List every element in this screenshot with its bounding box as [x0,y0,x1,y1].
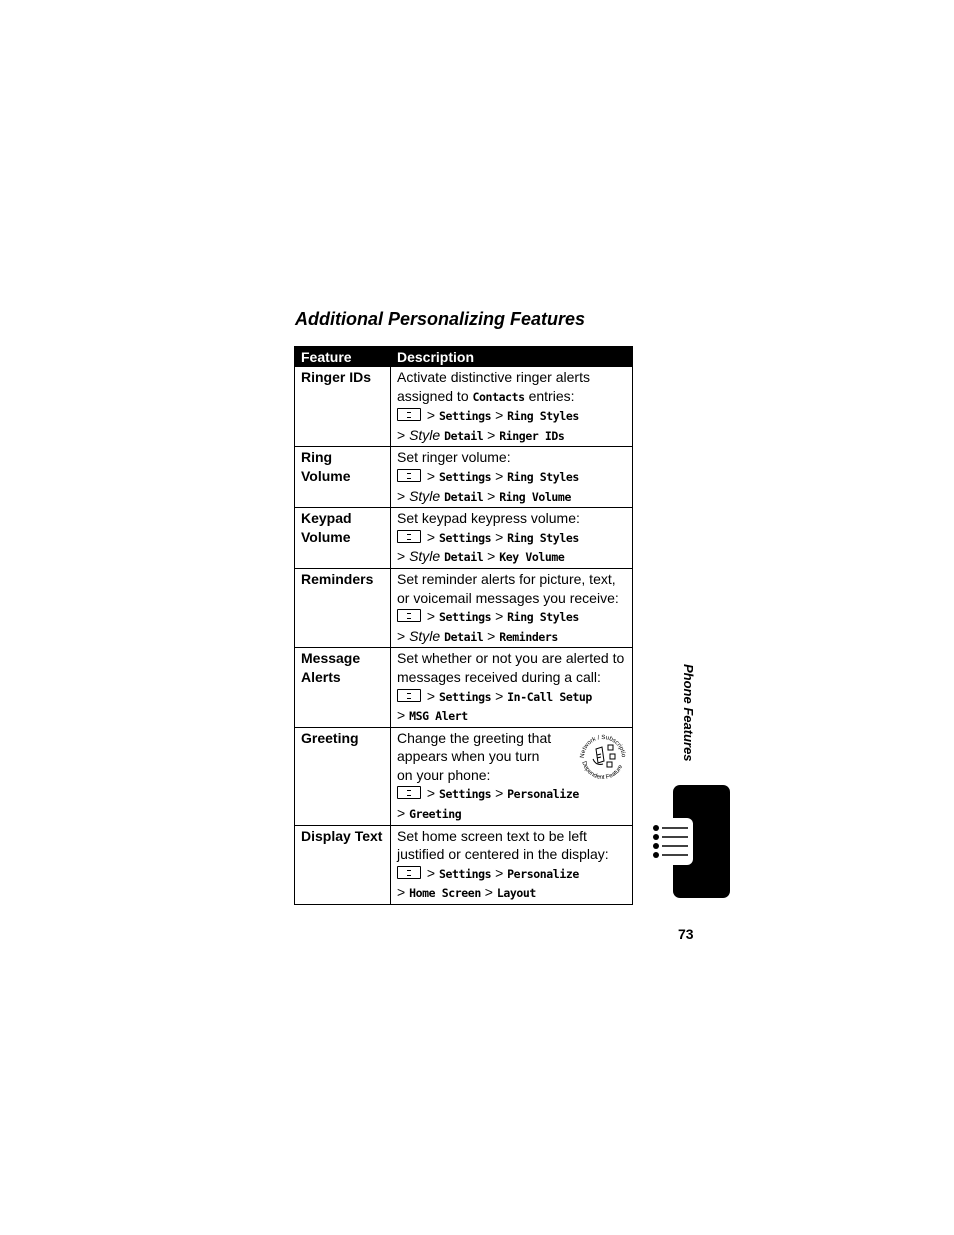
feature-name: Ringer IDs [295,367,391,447]
menu-item: Ring Styles [507,469,579,484]
menu-item: Ring Styles [507,530,579,545]
menu-path-1 [397,607,627,627]
feature-description-cell [391,447,633,508]
menu-path-2 [397,804,627,824]
feature-name: Display Text [295,825,391,904]
feature-name: Greeting [295,727,391,825]
menu-path-1 [397,406,627,426]
header-description: Description [391,347,633,367]
feature-description-cell [391,367,633,447]
path-separator: > [426,687,436,704]
svg-text:Network / Subscription: Network / Subscriptio [578,733,628,758]
menu-item: Settings [438,530,492,545]
menu-path-1 [397,528,627,548]
path-separator: > [397,884,406,901]
path-separator: > [495,864,504,881]
menu-item: Detail [444,550,484,565]
menu-path-1 [397,467,627,487]
feature-name: Message Alerts [295,648,391,727]
path-separator: > [487,548,496,565]
table-row [295,508,633,569]
menu-path-2 [397,706,627,726]
feature-description [397,368,627,406]
feature-name: Reminders [295,568,391,647]
menu-key-icon [397,609,421,622]
svg-text:Dependent Feature: Dependent Feature [580,760,625,781]
path-separator: > [495,467,504,484]
style-term: Style [409,426,441,443]
features-table [294,346,633,905]
menu-item: Detail [444,428,484,443]
table-header-row [295,347,633,367]
menu-path-2 [397,487,627,507]
section-title: Additional Personalizing Features [295,309,586,329]
menu-path-2 [397,627,627,647]
menu-item: Ring Volume [499,489,571,504]
menu-item: Home Screen [409,886,481,901]
network-subscription-dependent-icon [578,731,628,781]
path-separator: > [495,785,504,802]
path-separator: > [487,426,496,443]
menu-path-1 [397,864,627,884]
path-separator: > [397,805,406,822]
path-separator: > [487,627,496,644]
table-row [295,568,633,647]
feature-description-cell [391,508,633,569]
menu-item: MSG Alert [409,709,468,724]
side-label-text: Phone Features [681,664,696,762]
path-separator: > [426,864,436,881]
menu-item: Key Volume [499,550,565,565]
menu-item: Settings [438,689,492,704]
menu-item: Settings [438,409,492,424]
menu-path-2 [397,883,627,903]
path-separator: > [426,528,436,545]
path-separator: > [484,884,493,901]
menu-key-icon [397,689,421,702]
table-row [295,367,633,447]
feature-description: Set ringer volume: [397,449,511,466]
feature-description: Set reminder alerts for picture, text, or voicemail messages you receive: [397,570,619,606]
feature-description: Change the greeting that appears when you turn on your phone: [397,729,552,783]
path-separator: > [397,487,406,504]
menu-item: Ringer IDs [499,428,565,443]
path-separator: > [397,426,406,443]
feature-description-cell [391,727,633,825]
menu-item: In-Call Setup [507,689,592,704]
menu-key-icon [397,408,421,421]
style-term: Style [409,627,441,644]
table-row [295,447,633,508]
feature-description-cell [391,648,633,727]
menu-path-2 [397,547,627,567]
menu-item: Greeting [409,807,462,822]
menu-item: Personalize [507,866,579,881]
menu-item: Ring Styles [507,610,579,625]
table-row [295,648,633,727]
path-separator: > [426,407,436,424]
menu-item: Personalize [507,787,579,802]
side-section-label [676,664,706,776]
feature-description: Set home screen text to be left justified or centered in the display: [397,827,609,863]
table-row [295,727,633,825]
path-separator: > [397,707,406,724]
menu-path-2 [397,426,627,446]
menu-item: Settings [438,610,492,625]
path-separator: > [495,687,504,704]
contacts-menu-term: Contacts [472,389,525,404]
menu-key-icon [397,469,421,482]
style-term: Style [409,548,441,565]
menu-item: Settings [438,469,492,484]
menu-path-1 [397,784,627,804]
style-term: Style [409,487,441,504]
menu-item: Ring Styles [507,409,579,424]
table-row [295,825,633,904]
path-separator: > [426,785,436,802]
page-number: 73 [678,926,694,942]
list-icon [650,820,692,864]
menu-item: Detail [444,489,484,504]
feature-description-cell [391,825,633,904]
feature-description: Set whether or not you are alerted to messages received during a call: [397,650,625,685]
menu-item: Settings [438,787,492,802]
menu-item: Layout [496,886,536,901]
menu-path-1 [397,687,627,707]
menu-key-icon [397,530,421,543]
path-separator: > [397,627,406,644]
feature-description: Set keypad keypress volume: [397,510,580,527]
path-separator: > [487,487,496,504]
feature-name: Keypad Volume [295,508,391,569]
path-separator: > [495,608,504,625]
menu-item: Detail [444,629,484,644]
path-separator: > [495,407,504,424]
menu-key-icon [397,786,421,799]
menu-key-icon [397,866,421,879]
feature-description-cell [391,568,633,647]
description-text: Activate distinctive ringer alerts assigned to [397,369,590,404]
menu-item: Settings [438,866,492,881]
description-text-end: entries: [524,387,575,404]
path-separator: > [426,467,436,484]
header-feature: Feature [295,347,391,367]
path-separator: > [495,528,504,545]
menu-item: Reminders [499,629,558,644]
path-separator: > [397,548,406,565]
feature-name: Ring Volume [295,447,391,508]
path-separator: > [426,608,436,625]
